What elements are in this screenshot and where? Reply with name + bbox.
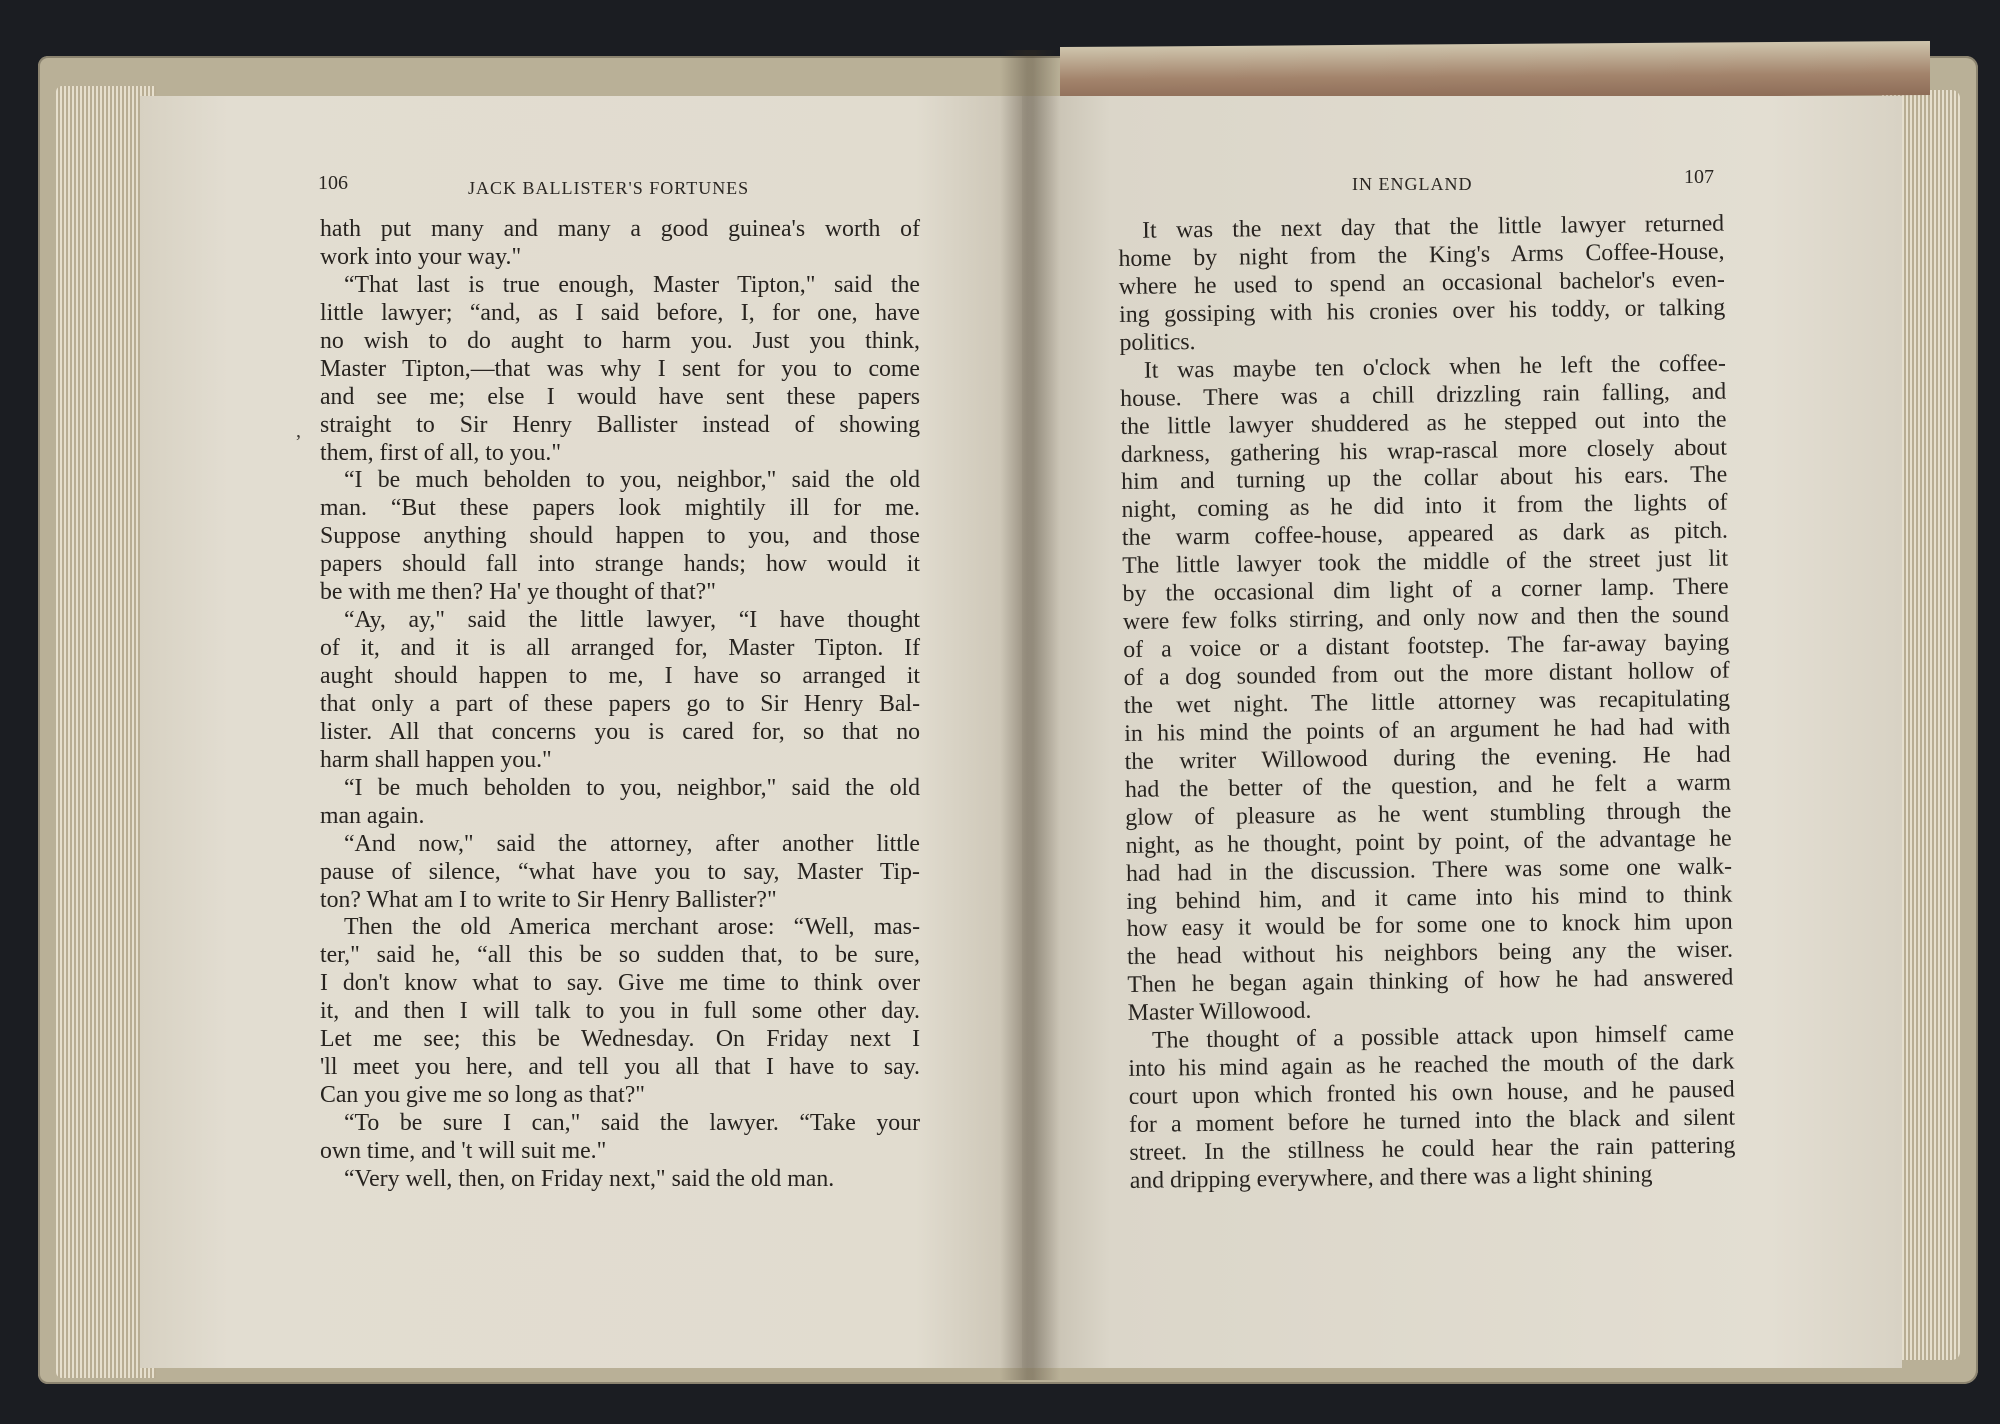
text-line: that only a part of these papers go to Sir Henry Bal- — [320, 690, 920, 717]
left-page-number: 106 — [318, 172, 348, 194]
text-line: of a dog sounded from out the more distant hollow of — [1123, 657, 1730, 691]
text-line: 'll meet you here, and tell you all that I have to say. — [320, 1054, 920, 1081]
text-line: for a moment before he turned into the black and silent — [1128, 1104, 1736, 1138]
text-line: and see me; else I would have sent these papers — [320, 383, 920, 410]
text-line: “Ay, ay," said the little lawyer, “I have thought — [344, 607, 920, 634]
text-line: work into your way." — [320, 243, 522, 270]
text-line: lister. All that concerns you is cared for, so that no — [320, 718, 920, 745]
text-line: street. In the stillness he could hear the rain pattering — [1129, 1132, 1736, 1166]
text-line: man again. — [320, 802, 425, 829]
right-running-head: IN ENGLAND — [1352, 174, 1473, 194]
left-running-head: JACK BALLISTER'S FORTUNES — [468, 178, 750, 198]
text-line: Let me see; this be Wednesday. On Friday next I — [320, 1026, 920, 1053]
text-line: Suppose anything should happen to you, and those — [320, 523, 920, 550]
text-line: him and turning up the collar about his ears. The — [1121, 462, 1728, 496]
text-line: of it, and it is all arranged for, Master Tipton. If — [320, 635, 920, 662]
text-line: ter," said he, “all this be so sudden that, to be sure, — [320, 942, 920, 969]
text-line: into his mind again as he reached the mouth of the dark — [1128, 1048, 1735, 1083]
text-line: the warm coffee-house, appeared as dark as pitch. — [1121, 517, 1729, 552]
text-line: Then the old America merchant arose: “Well, mas- — [344, 914, 920, 941]
text-line: own time, and 't will suit me." — [320, 1137, 607, 1164]
text-line: papers should fall into strange hands; how would it — [320, 551, 920, 578]
text-line: where he used to spend an occasional bachelor's even- — [1118, 266, 1725, 300]
text-line: Then he began again thinking of how he had answered — [1127, 964, 1734, 999]
text-line: pause of silence, “what have you to say, Master Tip- — [320, 858, 920, 885]
text-line: “Very well, then, on Friday next," said the old man. — [344, 1165, 835, 1192]
text-line: court upon which fronted his own house, and he paused — [1128, 1076, 1735, 1110]
text-line: ing gossiping with his cronies over his toddy, or talking — [1119, 294, 1726, 328]
text-line: the writer Willowood during the evening. He had — [1124, 741, 1731, 775]
text-line: I don't know what to say. Give me time to think over — [320, 970, 920, 997]
text-line: the little lawyer shuddered as he stepped out into the — [1120, 406, 1727, 440]
text-line: glow of pleasure as he went stumbling through the — [1125, 797, 1732, 831]
text-line: in his mind the points of an argument he had had with — [1124, 713, 1731, 747]
text-line: man. “But these papers look mightily ill for me. — [320, 495, 920, 522]
text-line: ton? What am I to write to Sir Henry Ballister?" — [320, 886, 777, 913]
right-page-text — [1118, 211, 1736, 1196]
text-line: Master Tipton,—that was why I sent for you to come — [320, 355, 920, 382]
book-gutter — [1000, 50, 1060, 1380]
margin-mark: , — [296, 420, 301, 442]
text-line: ing behind him, and it came into his mind to think — [1126, 881, 1733, 915]
text-line: It was the next day that the little lawyer returned — [1141, 210, 1725, 244]
text-line: by the occasional dim light of a corner lamp. There — [1122, 573, 1729, 608]
text-line: straight to Sir Henry Ballister instead of showing — [320, 411, 920, 438]
text-line: “And now," said the attorney, after another little — [344, 830, 920, 857]
text-line: the head without his neighbors being any the wiser. — [1126, 936, 1734, 971]
text-line: “To be sure I can," said the lawyer. “Take your — [344, 1110, 920, 1136]
text-line: the wet night. The little attorney was recapitulating — [1123, 685, 1731, 719]
text-line: be with me then? Ha' ye thought of that?" — [320, 579, 716, 606]
text-line: “I be much beholden to you, neighbor," said the old — [344, 467, 920, 494]
text-line: Master Willowood. — [1127, 997, 1312, 1027]
text-line: night, as he thought, point by point, of the advantage he — [1125, 825, 1732, 859]
text-line: Can you give me so long as that?" — [320, 1082, 645, 1109]
text-line: harm shall happen you." — [320, 746, 552, 773]
text-line: aught should happen to me, I have so arranged it — [320, 663, 920, 689]
text-line: darkness, gathering his wrap-rascal more closely about — [1120, 434, 1728, 468]
text-line: “I be much beholden to you, neighbor," said the old — [344, 774, 920, 801]
text-line: The thought of a possible attack upon himself came — [1151, 1020, 1735, 1054]
text-line: it, and then I will talk to you in full some other day. — [320, 998, 920, 1025]
text-line: It was maybe ten o'clock when he left the coffee- — [1143, 350, 1726, 384]
text-line: The little lawyer took the middle of the street just lit — [1122, 545, 1729, 580]
text-line: hath put many and many a good guinea's worth of — [320, 216, 920, 242]
text-line: “That last is true enough, Master Tipton," said the — [344, 271, 920, 298]
text-line: no wish to do aught to harm you. Just you think, — [320, 327, 920, 354]
text-line: night, coming as he did into it from the lights of — [1121, 489, 1728, 524]
text-line: were few folks stirring, and only now and then the sound — [1122, 601, 1730, 636]
text-line: how easy it would be for some one to knock him upon — [1126, 908, 1733, 943]
text-line: politics. — [1119, 328, 1196, 356]
text-line: home by night from the King's Arms Coffee-House, — [1118, 238, 1725, 272]
text-line: and dripping everywhere, and there was a light shining — [1129, 1161, 1653, 1194]
text-line: had the better of the question, and he felt a warm — [1124, 769, 1732, 803]
right-page-number: 107 — [1684, 166, 1714, 188]
left-page-text — [320, 216, 920, 1194]
text-line: them, first of all, to you." — [320, 439, 562, 466]
text-line: of a voice or a distant footstep. The far-away baying — [1123, 629, 1730, 664]
top-page-edges — [1060, 41, 1930, 101]
text-line: had had in the discussion. There was some one walk- — [1125, 853, 1733, 887]
text-line: little lawyer; “and, as I said before, I, for one, have — [320, 299, 920, 326]
text-line: house. There was a chill drizzling rain falling, and — [1120, 378, 1727, 412]
